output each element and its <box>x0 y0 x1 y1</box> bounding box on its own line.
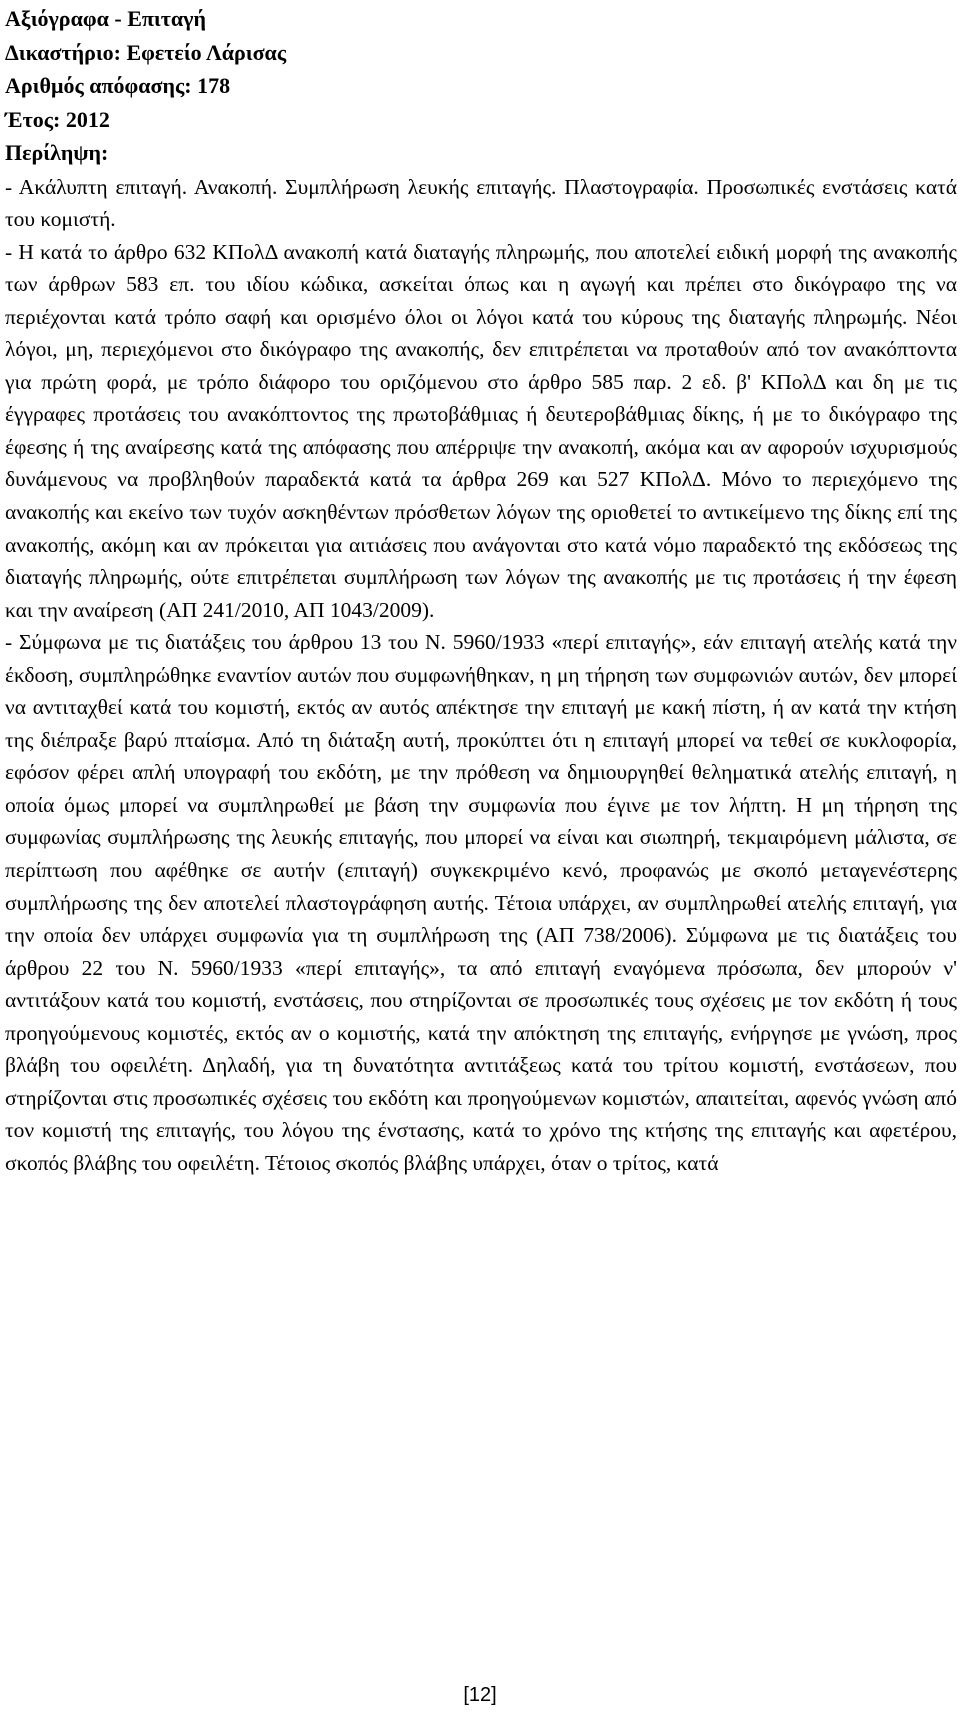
page-number: [12] <box>463 1684 497 1706</box>
court-line: Δικαστήριο: Εφετείο Λάρισας <box>5 39 287 65</box>
document-title: Αξιόγραφα - Επιταγή <box>5 6 206 31</box>
document-page <box>5 0 957 1179</box>
year-line: Έτος: 2012 <box>5 106 110 132</box>
decision-number-line: Αριθμός απόφασης: 178 <box>5 73 231 98</box>
summary-body <box>5 171 957 1180</box>
summary-paragraph-blank-cheque: - Σύμφωνα με τις διατάξεις του άρθρου 13 του Ν. 5960/1933 «περί επιταγής», εάν επιταγή ατελής κατά την έκδοση, συμπληρώθηκε εναντίον αυτών που συμφωνήθηκαν, η μη τήρηση των συμφωνιών αυτών, δεν μπορεί να αντιταχθεί κατά του κομιστή, εκτός αν αυτός απέκτησε την επιταγή με κακή πίστη, ή αν κατά την κτήση της διέπραξε βαρύ πταίσμα. Από τη διάταξη αυτή, προκύπτει ότι η επιταγή μπορεί να τεθεί σε κυκλοφορία, εφόσον φέρει απλή υπογραφή του εκδότη, με την πρόθεση να δημιουργηθεί θεληματικά ατελής επιταγή, η οποία όμως μπορεί να συμπληρωθεί με βάση την συμφωνία που έγινε με τον λήπτη. Η μη τήρηση της συμφωνίας συμπλήρωσης της λευκής επιταγής, που μπορεί να είναι και σιωπηρή, τεκμαιρόμενη μάλιστα, σε περίπτωση που αφέθηκε σε αυτήν (επιταγή) συγκεκριμένο κενό, προφανώς με σκοπό μεταγενέστερης συμπλήρωσης της δεν αποτελεί πλαστογράφηση αυτής. Τέτοια υπάρχει, αν συμπληρωθεί ατελής επιταγή, για την οποία δεν υπάρχει συμφωνία για τη συμπλήρωση της (ΑΠ 738/2006). Σύμφωνα με τις διατάξεις του άρθρου 22 του Ν. 5960/1933 «περί επιταγής», τα από επιταγή εναγόμενα πρόσωπα, δεν μπορούν ν' αντιτάξουν κατά του κομιστή, ενστάσεις, που στηρίζονται σε προσωπικές τους σχέσεις με τον εκδότη ή τους προηγούμενους κομιστές, εκτός αν ο κομιστής, κατά την απόκτηση της επιταγής, ενήργησε με γνώση, προς βλάβη του οφειλέτη. Δηλαδή, για τη δυνατότητα αντιτάξεως κατά του τρίτου κομιστή, ενστάσεων, που στηρίζονται στις προσωπικές σχέσεις του εκδότη και προηγούμενων κομιστών, απαιτείται, αφενός γνώση από τον κομιστή της επιταγής, του λόγου της ένστασης, κατά το χρόνο της κτήσης της επιταγής και αφετέρου, σκοπός βλάβης του οφειλέτη. Τέτοιος σκοπός βλάβης υπάρχει, όταν ο τρίτος, κατά <box>5 630 957 1175</box>
summary-paragraph-opposition: - Η κατά το άρθρο 632 ΚΠολΔ ανακοπή κατά διαταγής πληρωμής, που αποτελεί ειδική μορφή της ανακοπής των άρθρων 583 επ. του ιδίου κώδικα, ασκείται όπως και η αγωγή και πρέπει στο δικόγραφο της να περιέχονται κατά τρόπο σαφή και ορισμένο όλοι οι λόγοι κατά του κύρους της διαταγής πληρωμής. Νέοι λόγοι, μη, περιεχόμενοι στο δικόγραφο της ανακοπής, δεν επιτρέπεται να προταθούν από τον ανακόπτοντα για πρώτη φορά, με τρόπο διάφορο του οριζόμενου στο άρθρο 585 παρ. 2 εδ. β' ΚΠολΔ και δη με τις έγγραφες προτάσεις του ανακόπτοντος της πρωτοβάθμιας ή δευτεροβάθμιας δίκης, ή με το δικόγραφο της έφεσης ή της αναίρεσης κατά της απόφασης που απέρριψε την ανακοπή, ακόμα και αν αφορούν ισχυρισμούς δυνάμενους να προβληθούν παραδεκτά κατά τα άρθρα 269 και 527 ΚΠολΔ. Μόνο το περιεχόμενο της ανακοπής και εκείνο των τυχόν ασκηθέντων πρόσθετων λόγων της οριοθετεί το αντικείμενο της δίκης επί της ανακοπής, ακόμη και αν πρόκειται για αιτιάσεις που ανάγονται στο κατά νόμο παραδεκτό της εκδόσεως της διαταγής πληρωμής, ούτε επιτρέπεται συμπλήρωση των λόγων της ανακοπής με τις προτάσεις ή την έφεση και την αναίρεση (ΑΠ 241/2010, ΑΠ 1043/2009). <box>5 239 957 622</box>
summary-paragraph-keywords: - Ακάλυπτη επιταγή. Ανακοπή. Συμπλήρωση λευκής επιταγής. Πλαστογραφία. Προσωπικές ενστάσεις κατά του κομιστή. <box>5 174 957 232</box>
summary-label: Περίληψη: <box>5 140 109 165</box>
